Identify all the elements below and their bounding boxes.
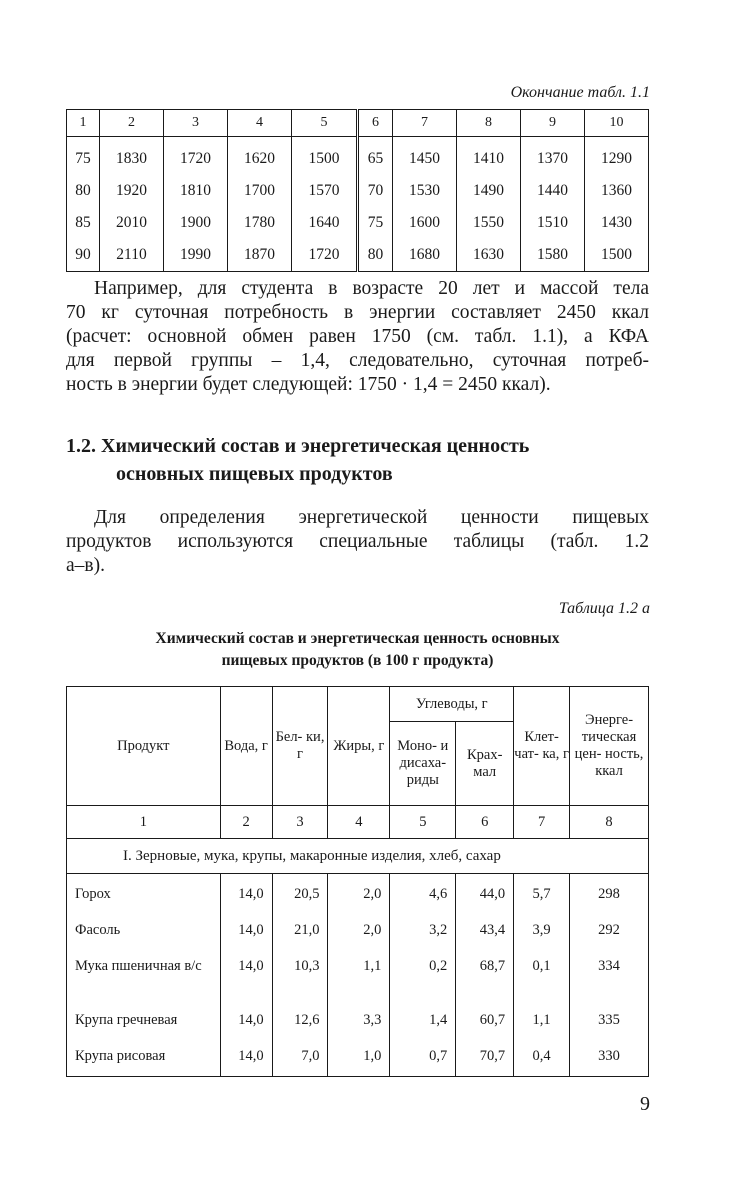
table-cell: 12,6 <box>272 1008 328 1044</box>
table-cell: 0,4 <box>514 1044 570 1077</box>
table-cell: 14,0 <box>220 954 272 1008</box>
table-cell: 298 <box>570 874 649 919</box>
table-cell: 1830 <box>100 137 164 176</box>
table-cell: 70 <box>358 175 393 207</box>
table-row <box>67 954 649 1008</box>
header-cell: 5 <box>292 110 358 137</box>
text-line: Для определения энергетической ценности пищевых <box>94 507 649 528</box>
group-row <box>67 839 649 874</box>
column-number: 4 <box>328 806 390 839</box>
table-cell: 1640 <box>292 207 358 239</box>
table-1-1-end <box>66 109 649 272</box>
product-name: Мука пшеничная в/с <box>67 954 221 1008</box>
table-cell: 1700 <box>228 175 292 207</box>
table-cell: 1870 <box>228 239 292 272</box>
table-cell: 1490 <box>457 175 521 207</box>
table-cell: 1360 <box>585 175 649 207</box>
table-row <box>67 175 649 207</box>
table-cell: 75 <box>358 207 393 239</box>
table-cell: 1510 <box>521 207 585 239</box>
table-cell: 7,0 <box>272 1044 328 1077</box>
table-cell: 1290 <box>585 137 649 176</box>
product-name: Фасоль <box>67 918 221 954</box>
table-title-line: пищевых продуктов (в 100 г продукта) <box>221 652 494 669</box>
column-number: 8 <box>570 806 649 839</box>
table-continuation-caption: Окончание табл. 1.1 <box>510 84 650 101</box>
column-number: 2 <box>220 806 272 839</box>
column-number: 3 <box>272 806 328 839</box>
table-cell: 68,7 <box>456 954 514 1008</box>
table-cell: 1,1 <box>328 954 390 1008</box>
table-cell: 1370 <box>521 137 585 176</box>
table-cell: 1570 <box>292 175 358 207</box>
group-title: I. Зерновые, мука, крупы, макаронные изделия, хлеб, сахар <box>67 839 649 874</box>
header-fat: Жиры, г <box>328 687 390 806</box>
table-cell: 1720 <box>164 137 228 176</box>
table-title-line: Химический состав и энергетическая ценность основных <box>155 630 560 647</box>
table-row <box>67 1008 649 1044</box>
table-cell: 1440 <box>521 175 585 207</box>
header-product: Продукт <box>67 687 221 806</box>
table-cell: 1720 <box>292 239 358 272</box>
column-number: 1 <box>67 806 221 839</box>
header-energy: Энерге- тическая цен- ность, ккал <box>570 687 649 806</box>
table-cell: 3,2 <box>390 918 456 954</box>
table-header-row <box>67 110 649 137</box>
table-cell: 43,4 <box>456 918 514 954</box>
table-row <box>67 137 649 176</box>
table-cell: 1600 <box>393 207 457 239</box>
table-cell: 0,1 <box>514 954 570 1008</box>
table-cell: 1810 <box>164 175 228 207</box>
header-carbs: Углеводы, г <box>390 687 514 722</box>
header-starch: Крах- мал <box>456 722 514 806</box>
table-cell: 1410 <box>457 137 521 176</box>
table-cell: 2010 <box>100 207 164 239</box>
table-cell: 335 <box>570 1008 649 1044</box>
intro-paragraph <box>66 506 649 578</box>
text-line: для первой группы – 1,4, следовательно, суточная потреб- <box>66 350 649 371</box>
table-cell: 1550 <box>457 207 521 239</box>
table-cell: 1630 <box>457 239 521 272</box>
table-cell: 80 <box>358 239 393 272</box>
text-line: (расчет: основной обмен равен 1750 (см. табл. 1.1), а КФА <box>66 326 649 347</box>
table-cell: 1900 <box>164 207 228 239</box>
table-cell: 14,0 <box>220 1008 272 1044</box>
section-heading <box>66 432 666 488</box>
table-cell: 1920 <box>100 175 164 207</box>
table-cell: 14,0 <box>220 918 272 954</box>
table-cell: 65 <box>358 137 393 176</box>
table-cell: 1580 <box>521 239 585 272</box>
table-cell: 1620 <box>228 137 292 176</box>
page-number: 9 <box>640 1093 650 1115</box>
section-heading-line: 1.2. Химический состав и энергетическая ценность <box>66 435 530 457</box>
table-cell: 2110 <box>100 239 164 272</box>
product-name: Крупа гречневая <box>67 1008 221 1044</box>
table-cell: 21,0 <box>272 918 328 954</box>
header-fiber: Клет- чат- ка, г <box>514 687 570 806</box>
table-cell: 292 <box>570 918 649 954</box>
header-cell: 1 <box>67 110 100 137</box>
table-cell: 1780 <box>228 207 292 239</box>
table-cell: 70,7 <box>456 1044 514 1077</box>
header-cell: 3 <box>164 110 228 137</box>
table-row <box>67 1044 649 1077</box>
product-name: Горох <box>67 874 221 919</box>
table-cell: 85 <box>67 207 100 239</box>
text-line: ность в энергии будет следующей: 1750 · 1,4 = 2450 ккал). <box>66 374 551 395</box>
header-water: Вода, г <box>220 687 272 806</box>
example-paragraph <box>66 277 649 397</box>
table-cell: 1680 <box>393 239 457 272</box>
table-title <box>66 628 649 672</box>
product-name: Крупа рисовая <box>67 1044 221 1077</box>
table-caption: Таблица 1.2 а <box>558 600 650 617</box>
table-1-2a <box>66 686 649 1077</box>
table-cell: 1530 <box>393 175 457 207</box>
text-line: продуктов используются специальные таблицы (табл. 1.2 <box>66 531 649 552</box>
header-cell: 4 <box>228 110 292 137</box>
table-cell: 1,1 <box>514 1008 570 1044</box>
header-mono: Моно- и дисаха- риды <box>390 722 456 806</box>
header-cell: 7 <box>393 110 457 137</box>
table-cell: 3,9 <box>514 918 570 954</box>
table-row <box>67 207 649 239</box>
column-number: 5 <box>390 806 456 839</box>
section-heading-line: основных пищевых продуктов <box>116 463 393 485</box>
text-line: 70 кг суточная потребность в энергии составляет 2450 ккал <box>66 302 649 323</box>
table-cell: 5,7 <box>514 874 570 919</box>
table-cell: 1450 <box>393 137 457 176</box>
table-cell: 20,5 <box>272 874 328 919</box>
table-cell: 60,7 <box>456 1008 514 1044</box>
table-cell: 2,0 <box>328 874 390 919</box>
table-cell: 1500 <box>292 137 358 176</box>
header-protein: Бел- ки, г <box>272 687 328 806</box>
table-cell: 3,3 <box>328 1008 390 1044</box>
table-cell: 0,7 <box>390 1044 456 1077</box>
text-line: а–в). <box>66 555 105 576</box>
table-row <box>67 874 649 919</box>
table-cell: 14,0 <box>220 874 272 919</box>
table-cell: 10,3 <box>272 954 328 1008</box>
table-cell: 330 <box>570 1044 649 1077</box>
table-cell: 1500 <box>585 239 649 272</box>
header-cell: 6 <box>358 110 393 137</box>
header-cell: 8 <box>457 110 521 137</box>
text-line: Например, для студента в возрасте 20 лет и массой тела <box>94 278 649 299</box>
table-cell: 44,0 <box>456 874 514 919</box>
column-number: 7 <box>514 806 570 839</box>
table-cell: 80 <box>67 175 100 207</box>
table-cell: 1990 <box>164 239 228 272</box>
table-cell: 0,2 <box>390 954 456 1008</box>
table-cell: 334 <box>570 954 649 1008</box>
table-row <box>67 918 649 954</box>
column-number-row <box>67 806 649 839</box>
table-row <box>67 239 649 272</box>
header-cell: 10 <box>585 110 649 137</box>
table-cell: 90 <box>67 239 100 272</box>
table-cell: 2,0 <box>328 918 390 954</box>
table-header-row <box>67 687 649 722</box>
table-cell: 1,4 <box>390 1008 456 1044</box>
header-cell: 9 <box>521 110 585 137</box>
table-cell: 4,6 <box>390 874 456 919</box>
table-cell: 14,0 <box>220 1044 272 1077</box>
table-cell: 1430 <box>585 207 649 239</box>
table-cell: 1,0 <box>328 1044 390 1077</box>
header-cell: 2 <box>100 110 164 137</box>
column-number: 6 <box>456 806 514 839</box>
table-cell: 75 <box>67 137 100 176</box>
